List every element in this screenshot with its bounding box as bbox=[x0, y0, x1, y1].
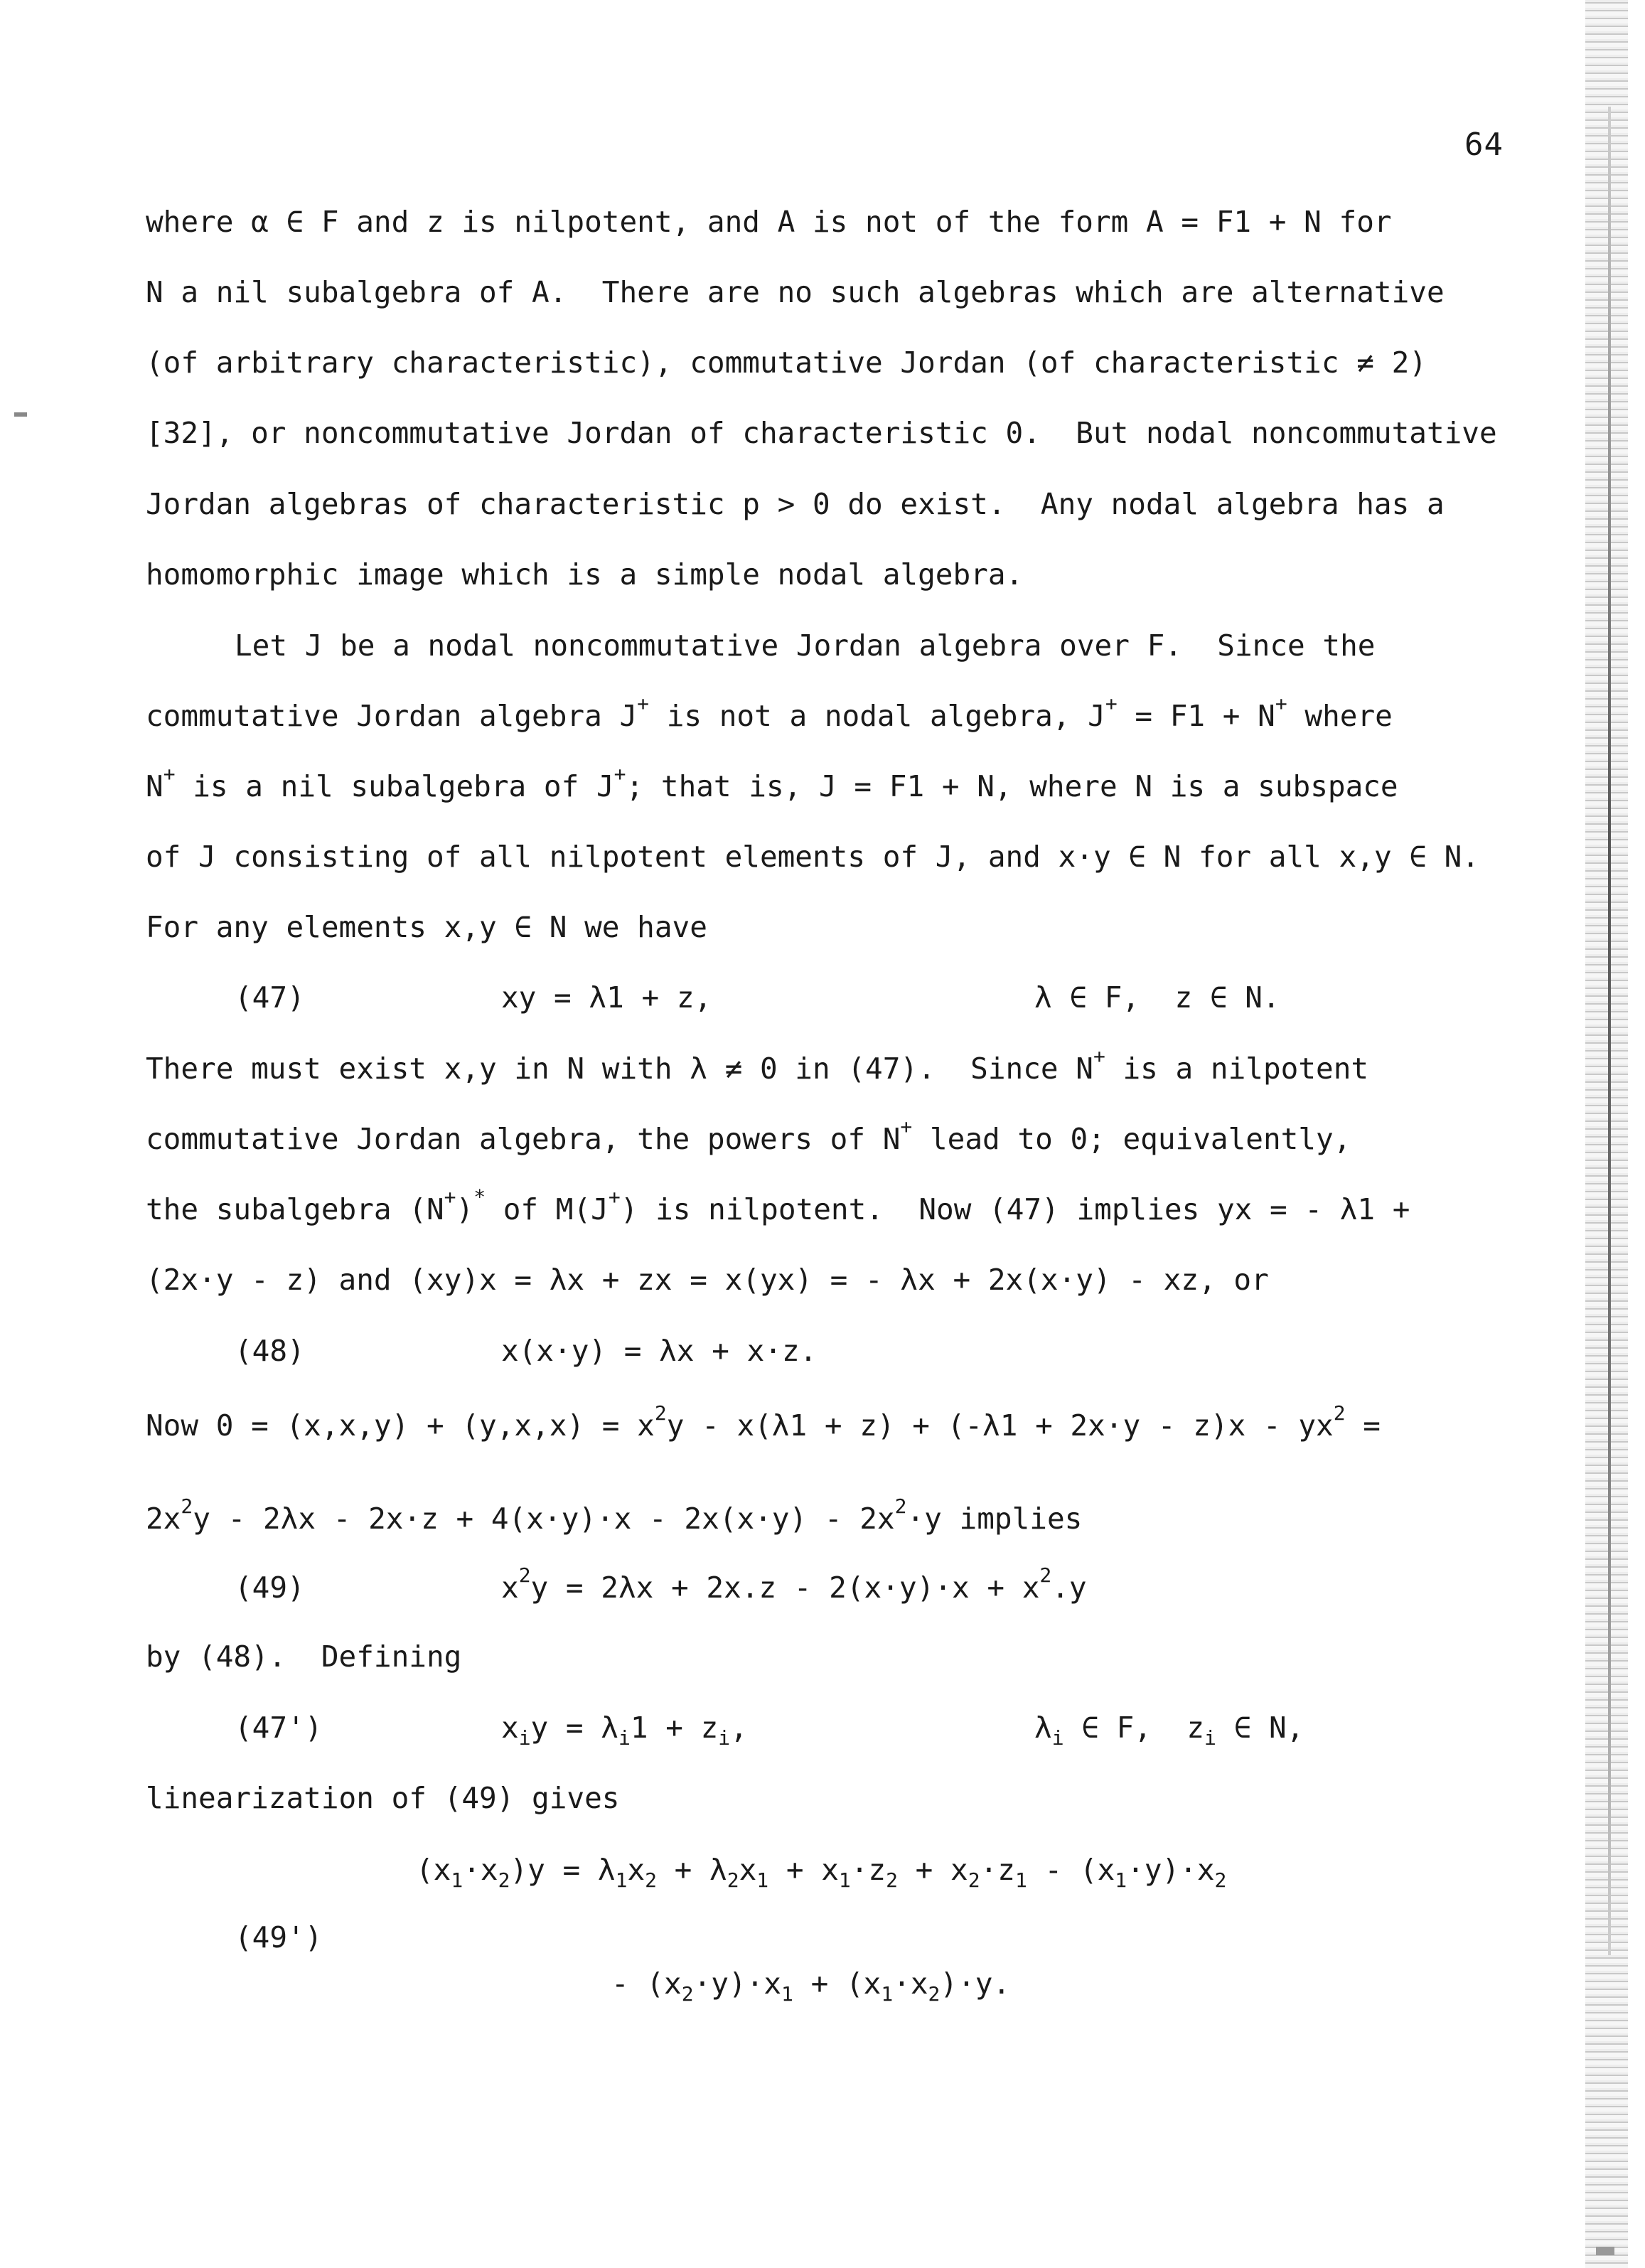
text-line: linearization of (49) gives bbox=[146, 1781, 620, 1815]
scan-edge bbox=[1585, 0, 1628, 2268]
text-line: Now $0 = (x,x,y) + (y,x,x) = x^2y - x(\lambda 1 + z) + (-\lambda 1 + 2x\cdot y - z)x - yx^2$ = bbox=[146, 1401, 1381, 1443]
text-line: commutative Jordan algebra J+ is not a nodal algebra, J+ = F1 + N+ where bbox=[146, 692, 1393, 733]
text-line: homomorphic image which is a simple nodal algebra. bbox=[146, 557, 1024, 592]
text-line: N a nil subalgebra of A. There are no such algebras which are alternative bbox=[146, 275, 1445, 309]
scan-corner-mark bbox=[1596, 2247, 1614, 2255]
text-line: of J consisting of all nilpotent elements of J, and x·y ∈ N for all x,y ∈ N. bbox=[146, 840, 1479, 874]
equation-label: (47') bbox=[235, 1711, 323, 1745]
text-line: commutative Jordan algebra, the powers of N+ lead to 0; equivalently, bbox=[146, 1115, 1351, 1156]
text-line: by (48). Defining bbox=[146, 1640, 462, 1674]
text-line: where α ∈ F and z is nilpotent, and A is not of the form A = F1 + N for bbox=[146, 205, 1392, 239]
text-line: Jordan algebras of characteristic p > 0 do exist. Any nodal algebra has a bbox=[146, 487, 1445, 521]
equation-label: (47) bbox=[235, 980, 305, 1015]
scan-mark bbox=[14, 412, 27, 417]
equation-row: $(x_1\cdot x_2)y = \lambda_1x_2 + \lambda_2x_1 + x_1\cdot z_2 + x_2\cdot z_1 - (x_1\cdot y)\cdot x_2$ bbox=[416, 1853, 1227, 1892]
page-number: 64 bbox=[1464, 127, 1504, 163]
text-line: (2x·y - z) and (xy)x = λx + zx = x(yx) = - λx + 2x(x·y) - xz, or bbox=[146, 1263, 1269, 1297]
text-line: the subalgebra (N+)* of M(J+) is nilpotent. Now (47) implies yx = - λ1 + bbox=[146, 1185, 1410, 1226]
equation: x(x·y) = λx + x·z. bbox=[501, 1334, 818, 1368]
text-line: (of arbitrary characteristic), commutative Jordan (of characteristic ≠ 2) bbox=[146, 346, 1427, 380]
text-line: There must exist x,y in N with λ ≠ 0 in (47). Since N+ is a nilpotent bbox=[146, 1044, 1369, 1086]
equation: $x^2y = 2\lambda x + 2x.z - 2(x\cdot y)\cdot x + x^2.y$ bbox=[501, 1563, 1087, 1605]
equation-condition: $\lambda_i$ ∈ F, $z_i$ ∈ N, bbox=[1034, 1711, 1304, 1750]
scan-edge-line bbox=[1608, 107, 1611, 1955]
text-line: $2x^2y - 2\lambda x - 2x\cdot z + 4(x\cdot y)\cdot x - 2x(x\cdot y) - 2x^2\cdot y$ implies bbox=[146, 1494, 1083, 1536]
text-line: [32], or noncommutative Jordan of characteristic 0. But nodal noncommutative bbox=[146, 416, 1497, 450]
equation: xy = λ1 + z, bbox=[501, 980, 712, 1015]
equation-label: (49) bbox=[235, 1571, 305, 1605]
text-line: For any elements x,y ∈ N we have bbox=[146, 910, 707, 944]
equation-condition: λ ∈ F, z ∈ N. bbox=[1034, 980, 1280, 1015]
equation-label: (48) bbox=[235, 1334, 305, 1368]
equation-label: (49') bbox=[235, 1920, 323, 1954]
text-line: Let J be a nodal noncommutative Jordan algebra over F. Since the bbox=[235, 628, 1376, 663]
equation: $x_iy = \lambda_i1 + z_i$, bbox=[501, 1711, 748, 1750]
equation-row: - $(x_2\cdot y)\cdot x_1 + (x_1\cdot x_2)\cdot y$. bbox=[611, 1967, 1011, 2006]
text-line: N+ is a nil subalgebra of J+; that is, J = F1 + N, where N is a subspace bbox=[146, 762, 1398, 803]
